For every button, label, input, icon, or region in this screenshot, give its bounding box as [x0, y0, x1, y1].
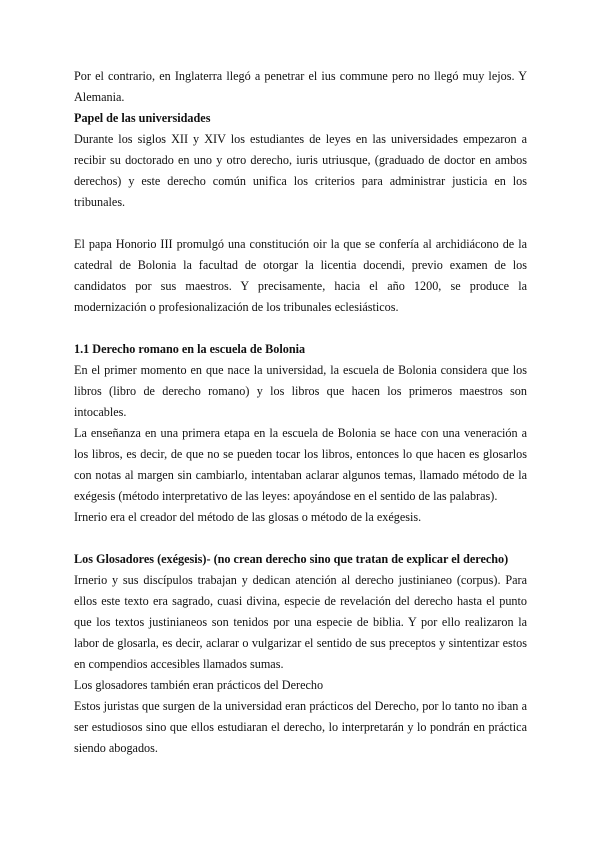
bolonia-paragraph-2: La enseñanza en una primera etapa en la escuela de Bolonia se hace con una veneración a los libros, es decir, de que no se pueden tocar los libros, entonces lo que hacen es glosarlos con notas al margen sin cambiarlo, intentaban aclarar algunos temas, llamado método de la exégesis (método interpretativo de las leyes: apoyándose en el sentido de las palabras). [74, 426, 527, 503]
glosadores-paragraph-3: Estos juristas que surgen de la universidad eran prácticos del Derecho, por lo tanto no iban a ser estudiosos sino que ellos estudiaran el derecho, lo interpretarán y lo pondrán en práctica siendo abogados. [74, 699, 527, 755]
glosadores-heading: Los Glosadores (exégesis)- (no crean derecho sino que tratan de explicar el derecho) [74, 552, 509, 566]
spacer [74, 528, 527, 549]
universidades-paragraph-1: Durante los siglos XII y XIV los estudiantes de leyes en las universidades empezaron a recibir su doctorado en uno y otro derecho, iuris utriusque, (graduado de doctor en ambos derechos) y este derecho común unifica los criterios para administrar justicia en los tribunales. [74, 132, 527, 209]
spacer [74, 213, 527, 234]
universidades-paragraph-2: El papa Honorio III promulgó una constitución oir la que se confería al archidiácono de la catedral de Bolonia la facultad de otorgar la licentia docendi, previo examen de los candidatos por sus maestros. Y precisamente, hacia el año 1200, se produce la modernización o profesionalización de los tribunales eclesiásticos. [74, 237, 527, 314]
intro-paragraph: Por el contrario, en Inglaterra llegó a penetrar el ius commune pero no llegó muy lejos. Y Alemania. [74, 69, 527, 104]
glosadores-paragraph-2: Los glosadores también eran prácticos del Derecho [74, 678, 324, 692]
universidades-heading: Papel de las universidades [74, 111, 211, 125]
bolonia-paragraph-1: En el primer momento en que nace la universidad, la escuela de Bolonia considera que los libros (libro de derecho romano) y los libros que hacen los primeros maestros son intocables. [74, 363, 527, 419]
bolonia-heading: 1.1 Derecho romano en la escuela de Bolonia [74, 342, 306, 356]
bolonia-paragraph-3: Irnerio era el creador del método de las glosas o método de la exégesis. [74, 510, 422, 524]
spacer [74, 318, 527, 339]
glosadores-paragraph-1: Irnerio y sus discípulos trabajan y dedican atención al derecho justinianeo (corpus). Para ellos este texto era sagrado, cuasi divina, especie de revelación del derecho hasta el punto que los textos justinianeos son tenidos por una especie de biblia. Y por ello realizaron la labor de glosarla, es decir, aclarar o vulgarizar el sentido de sus preceptos y sintentizar estos en compendios accesibles llamados sumas. [74, 573, 527, 671]
